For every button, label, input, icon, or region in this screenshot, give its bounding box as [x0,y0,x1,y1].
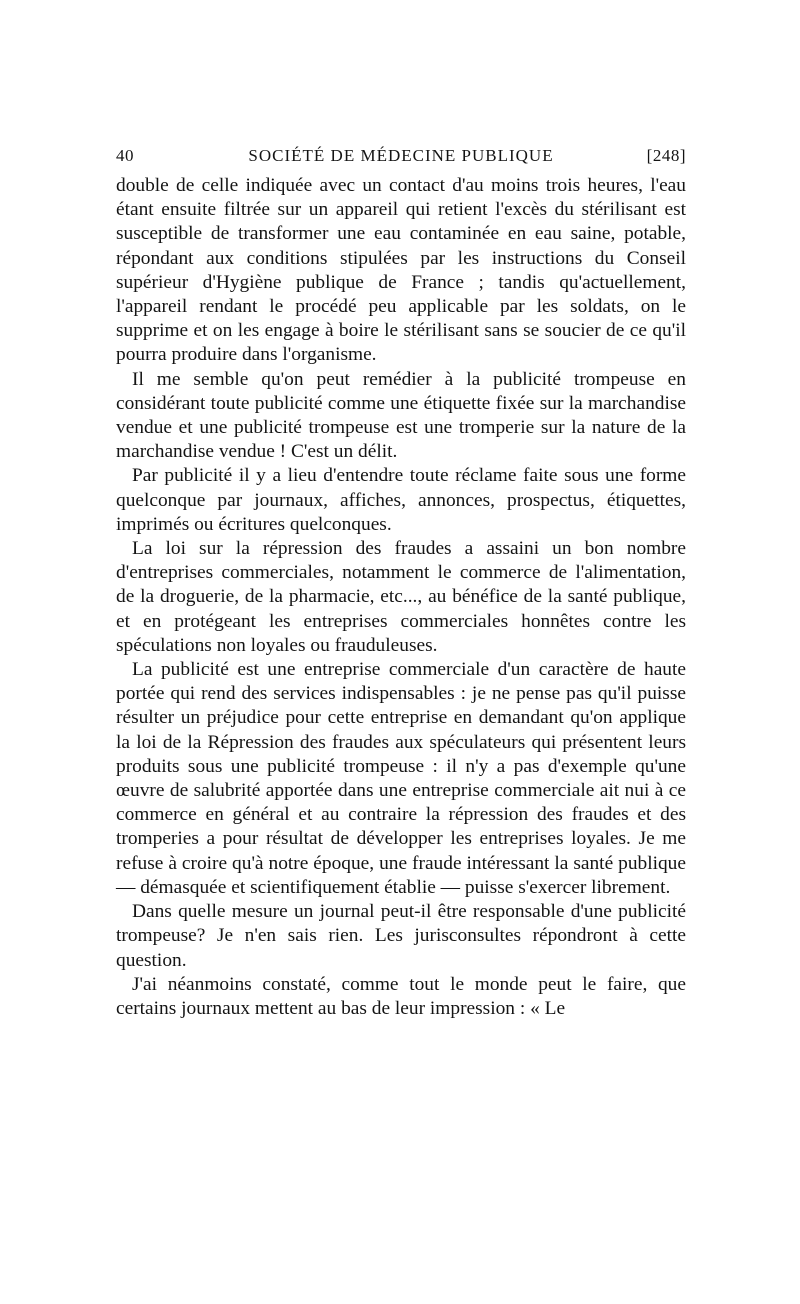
paragraph: Dans quelle mesure un journal peut-il être responsable d'une publicité trompeuse? Je n'en sais rien. Les jurisconsultes répondront à cette question. [116,901,686,971]
running-title: SOCIÉTÉ DE MÉDECINE PUBLIQUE [248,146,554,165]
running-header [116,140,686,174]
bracket-page-reference: [248] [646,146,686,165]
body-text [116,174,686,1021]
paragraph: Par publicité il y a lieu d'entendre toute réclame faite sous une forme quelconque par journaux, affiches, annonces, prospectus, étiquettes, imprimés ou écritures quelconques. [116,465,686,535]
page-number: 40 [116,146,134,165]
book-page [116,140,686,1021]
paragraph: J'ai néanmoins constaté, comme tout le monde peut le faire, que certains journaux mettent au bas de leur impression : « Le [116,973,686,1019]
paragraph: La publicité est une entreprise commerciale d'un caractère de haute portée qui rend des services indispensables : je ne pense pas qu'il puisse résulter un préjudice pour cette entreprise en demandant qu'on applique la loi de la Répression des fraudes aux spéculateurs qui présentent leurs produits sous une publicité trompeuse : il n'y a pas d'exemple qu'une œuvre de salubrité apportée dans une entreprise commerciale ait nui à ce commerce en général et au contraire la répression des fraudes et des tromperies a pour résultat de développer les entreprises loyales. Je me refuse à croire qu'à notre époque, une fraude intéressant la santé publique — démasquée et scientifiquement établie — puisse s'exercer librement. [116,659,686,898]
paragraph: Il me semble qu'on peut remédier à la publicité trompeuse en considérant toute publicité comme une étiquette fixée sur la marchandise vendue et une publicité trompeuse est une tromperie sur la nature de la marchandise vendue ! C'est un délit. [116,368,686,463]
paragraph: La loi sur la répression des fraudes a assaini un bon nombre d'entreprises commerciales, notamment le commerce de l'alimentation, de la droguerie, de la pharmacie, etc..., au bénéfice de la santé publique, et en protégeant les entreprises commerciales honnêtes contre les spéculations non loyales ou frauduleuses. [116,538,686,656]
paragraph-continuation: double de celle indiquée avec un contact d'au moins trois heures, l'eau étant ensuite filtrée sur un appareil qui retient l'excès du stérilisant est susceptible de transformer une eau contaminée en eau saine, potable, répondant aux conditions stipulées par les instructions du Conseil supérieur d'Hygiène publique de France ; tandis qu'actuellement, l'appareil rendant le procédé peu applicable par les soldats, on le supprime et on les engage à boire le stérilisant sans se soucier de ce qu'il pourra produire dans l'organisme. [116,175,686,366]
